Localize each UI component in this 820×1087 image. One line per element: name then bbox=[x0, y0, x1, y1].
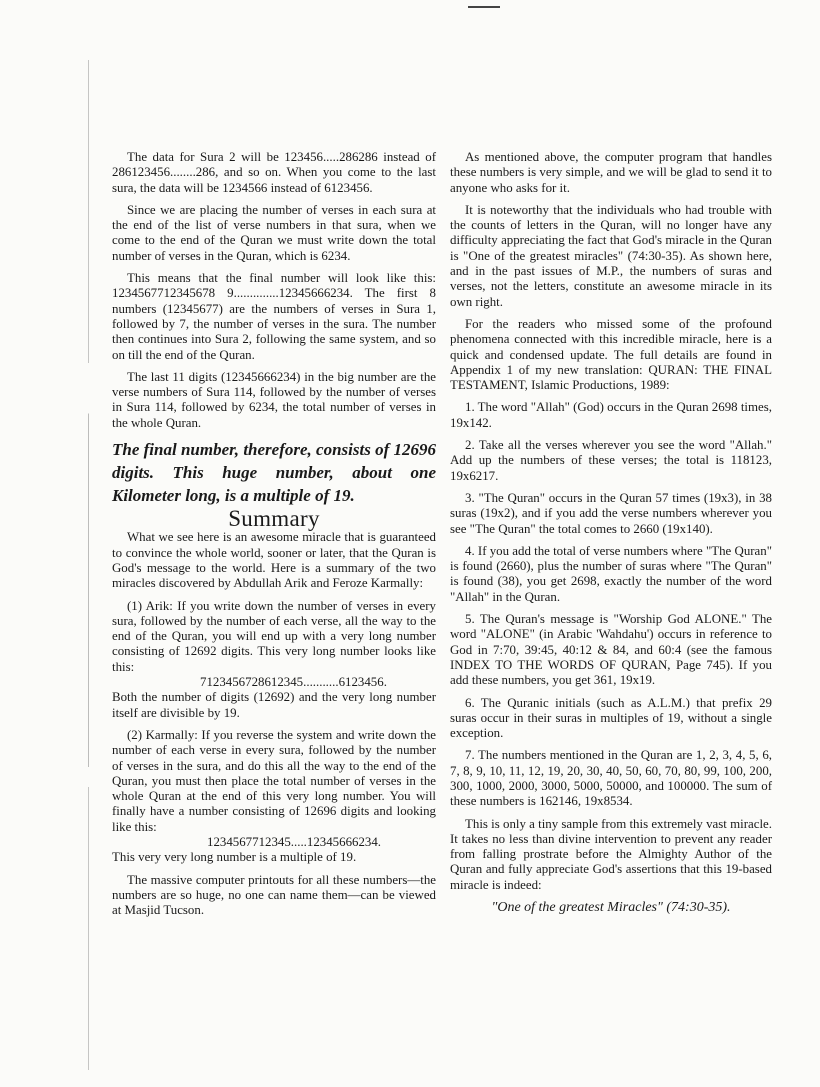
list-item-2: 2. Take all the verses wherever you see the word "Allah." Add up the numbers of these verses; the total is 118123, 19x6217. bbox=[450, 438, 772, 483]
karmally-number: 1234567712345.....12345666234. bbox=[207, 834, 382, 849]
left-paragraph-2: Since we are placing the number of verses in each sura at the end of the list of verse numbers in that sura, when we come to the end of the Quran we must write down the total number of verses in the Quran, which is 6234. bbox=[112, 202, 436, 263]
karmally-conclusion: This very very long number is a multiple of 19. bbox=[112, 850, 357, 865]
list-item-1: 1. The word "Allah" (God) occurs in the Quran 2698 times, 19x142. bbox=[450, 400, 772, 430]
left-paragraph-final: The massive computer printouts for all these numbers—the numbers are so huge, no one can name them—can be viewed at Masjid Tucson. bbox=[112, 872, 436, 918]
right-column bbox=[450, 150, 772, 922]
list-item-7: 7. The numbers mentioned in the Quran are 1, 2, 3, 4, 5, 6, 7, 8, 9, 10, 11, 12, 19, 20, 30, 40, 50, 60, 70, 80, 99, 100, 200, 300, 1000, 2000, 3000, 5000, 50000, and 100000. The sum of these numbers is 162146, 19x8534. bbox=[450, 748, 772, 809]
list-item-4: 4. If you add the total of verse numbers where "The Quran" is found (2660), plus the number of suras where "The Quran" is found (38), you get 2698, exactly the number of the word "Allah" in the Quran. bbox=[450, 543, 772, 604]
right-paragraph-4: This is only a tiny sample from this extremely vast miracle. It takes no less than divine intervention to prevent any reader from falling prostrate before the Almighty Author of the Quran and fully appreciate God's assertions that this 19-based miracle is indeed: bbox=[450, 816, 772, 892]
arik-conclusion: Both the number of digits (12692) and the very long number itself are divisible by 19. bbox=[112, 690, 436, 720]
arik-paragraph: (1) Arik: If you write down the number of verses in every sura, followed by the number of each verse, all the way to the end of the Quran, you will end up with a very long number consisting of 12692 digits. This very long number looks like this: bbox=[112, 598, 436, 674]
summary-heading: Summary bbox=[228, 506, 320, 532]
karmally-paragraph: (2) Karmally: If you reverse the system and write down the number of each verse in every sura, followed by the number of verses in the sura, and do this all the way to the end of the Quran, you must then place the total number of verses in the whole Quran at the end of this very long number. You will finally have a number consisting of 12696 digits and looking like this: bbox=[112, 727, 436, 834]
list-item-3: 3. "The Quran" occurs in the Quran 57 times (19x3), in 38 suras (19x2), and if you add the verse numbers wherever you see "The Quran" the total comes to 2660 (19x140). bbox=[450, 490, 772, 536]
closing-quote: "One of the greatest Miracles" (74:30-35). bbox=[491, 900, 731, 916]
left-paragraph-4: The last 11 digits (12345666234) in the big number are the verse numbers of Sura 114, followed by the number of verses in Sura 114, followed by 6234, the total number of verses in the whole Quran. bbox=[112, 369, 436, 430]
binding-margin-line bbox=[88, 60, 89, 1070]
highlight-statement: The final number, therefore, consists of 12696 digits. This huge number, about one Kilometer long, is a multiple of 19. bbox=[112, 440, 436, 506]
left-column bbox=[112, 150, 436, 925]
right-paragraph-2: It is noteworthy that the individuals who had trouble with the counts of letters in the Quran, will no longer have any difficulty appreciating the fact that God's miracle in the Quran is "One of the greatest miracles" (74:30-35). As shown here, and in the past issues of M.P., the numbers of suras and verses, not the letters, constitute an awesome miracle in its own right. bbox=[450, 202, 772, 309]
right-paragraph-1: As mentioned above, the computer program that handles these numbers is very simple, and we will be glad to send it to anyone who asks for it. bbox=[450, 150, 772, 195]
left-paragraph-1: The data for Sura 2 will be 123456.....286286 instead of 286123456........286, and so on. When you come to the last sura, the data will be 1234566 instead of 6123456. bbox=[112, 150, 436, 195]
list-item-6: 6. The Quranic initials (such as A.L.M.) that prefix 29 suras occur in their suras in multiples of 19, without a single exception. bbox=[450, 695, 772, 741]
scan-mark bbox=[468, 6, 500, 8]
list-item-5: 5. The Quran's message is "Worship God ALONE." The word "ALONE" (in Arabic 'Wahdahu') occurs in reference to God in 7:70, 39:45, 40:12 & 84, and 60:4 (see the famous INDEX TO THE WORDS OF QURAN, Page 745). If you add these numbers, you get 361, 19x19. bbox=[450, 612, 772, 688]
left-paragraph-3: This means that the final number will look like this: 1234567712345678 9..............12345666234. The first 8 numbers (12345677) are the numbers of verses in Sura 1, followed by 7, the number of verses in the sura. The number then continues into Sura 2, following the same system, and so on till the end of the Quran. bbox=[112, 271, 436, 362]
summary-intro: What we see here is an awesome miracle that is guaranteed to convince the whole world, sooner or later, that the Quran is God's message to the world. Here is a summary of the two miracles discovered by Abdullah Arik and Feroze Karmally: bbox=[112, 530, 436, 591]
right-paragraph-3: For the readers who missed some of the profound phenomena connected with this incredible miracle, here is a quick and condensed update. The full details are found in Appendix 1 of my new translation: QURAN: THE FINAL TESTAMENT, Islamic Productions, 1989: bbox=[450, 316, 772, 393]
arik-number: 7123456728612345...........6123456. bbox=[200, 675, 387, 690]
